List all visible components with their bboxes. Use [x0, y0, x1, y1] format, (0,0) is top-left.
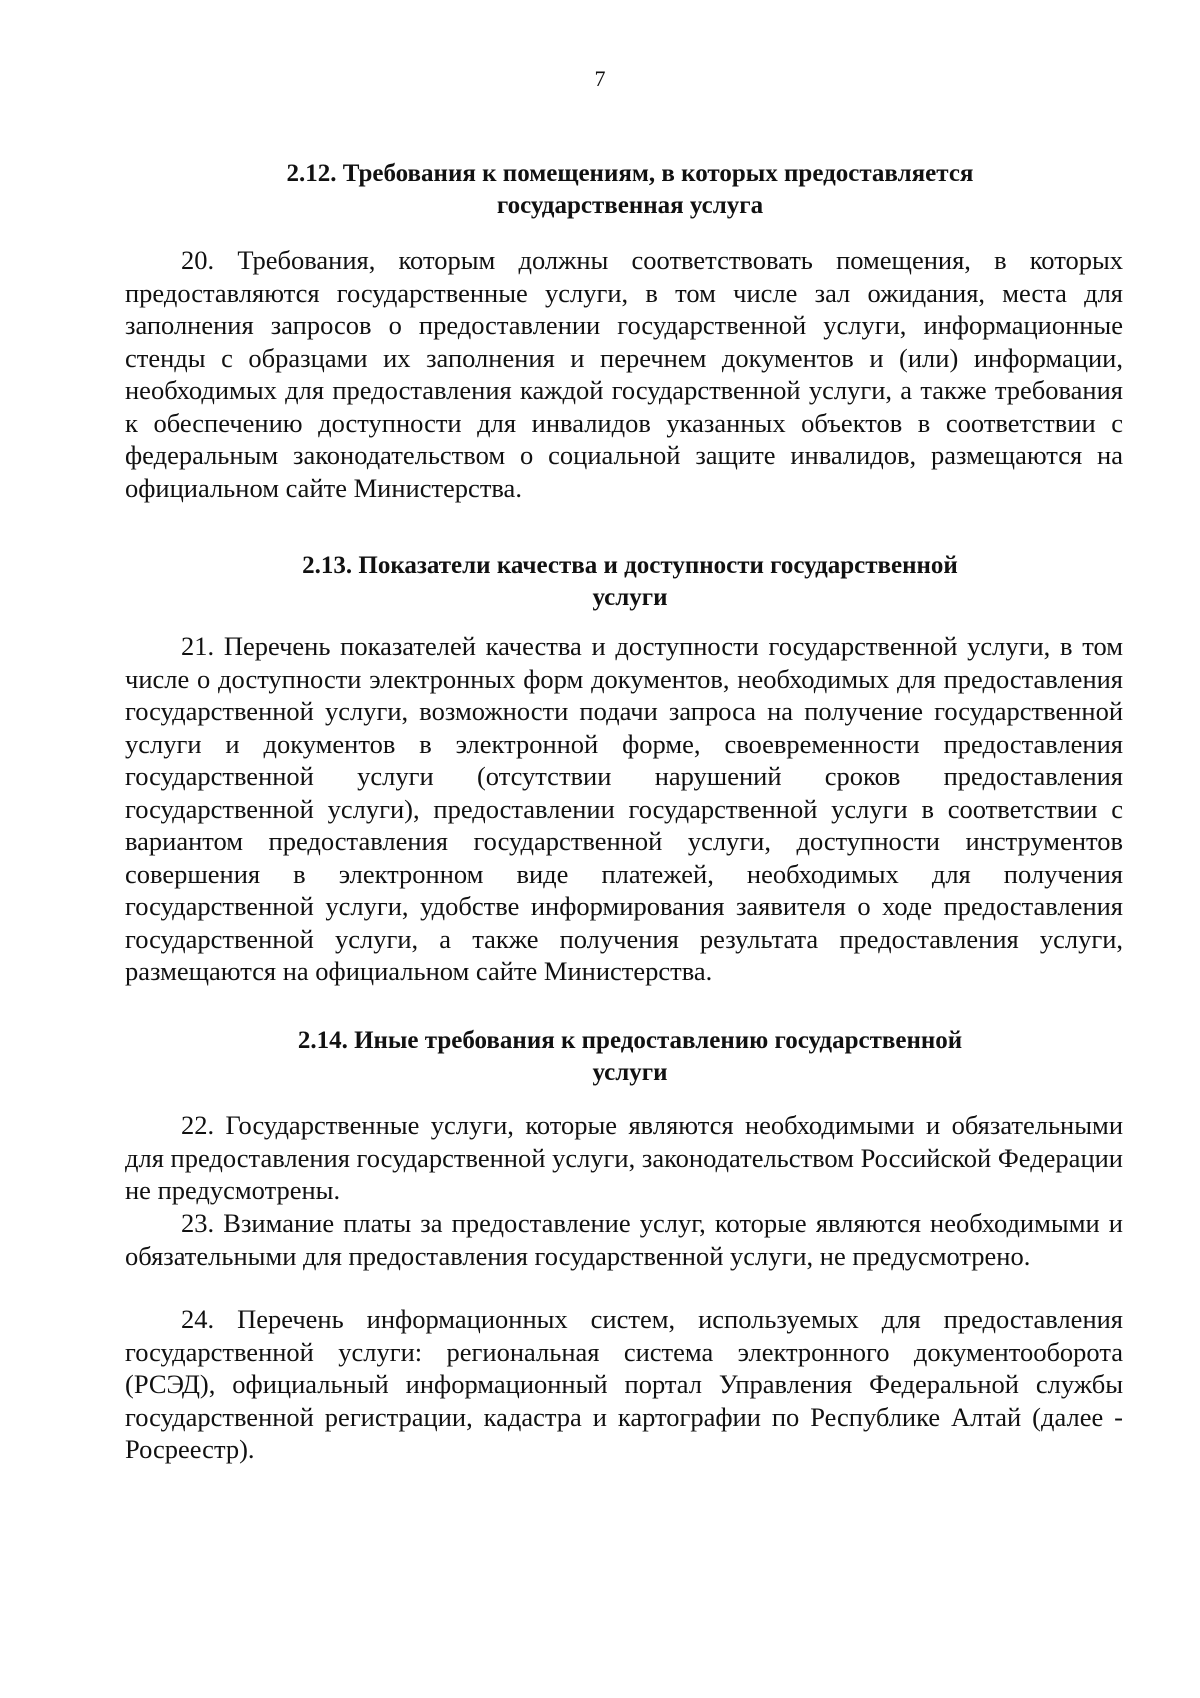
section-heading-line: услуги — [592, 584, 668, 611]
section-heading-2-14 — [180, 1025, 1080, 1089]
section-heading-line: 2.12. Требования к помещениям, в которых предоставляется — [286, 160, 974, 187]
paragraph-24: 24. Перечень информационных систем, используемых для предоставления государственной услуги: региональная система электронного документооборота (РСЭД), официальный информационный портал Управления Федеральной службы государственной регистрации, кадастра и картографии по Республике Алтай (далее - Росреестр). — [125, 1304, 1123, 1464]
section-heading-line: 2.13. Показатели качества и доступности государственной — [302, 552, 958, 579]
paragraph-23: 23. Взимание платы за предоставление услуг, которые являются необходимыми и обязательными для предоставления государственной услуги, не предусмотрено. — [125, 1208, 1123, 1271]
paragraph-20: 20. Требования, которым должны соответствовать помещения, в которых предоставляются государственные услуги, в том числе зал ожидания, места для заполнения запросов о предоставлении государственной услуги, информационные стенды с образцами их заполнения и перечнем документов и (или) информации, необходимых для предоставления каждой государственной услуги, а также требования к обеспечению доступности для инвалидов указанных объектов в соответствии с федеральным законодательством о социальной защите инвалидов, размещаются на официальном сайте Министерства. — [125, 245, 1123, 503]
section-heading-line: государственная услуга — [496, 192, 764, 219]
paragraph-22: 22. Государственные услуги, которые являются необходимыми и обязательными для предоставления государственной услуги, законодательством Российской Федерации не предусмотрены. — [125, 1110, 1123, 1205]
section-heading-line: 2.14. Иные требования к предоставлению государственной — [297, 1027, 963, 1054]
section-heading-2-13 — [180, 550, 1080, 614]
paragraph-21: 21. Перечень показателей качества и доступности государственной услуги, в том числе о доступности электронных форм документов, необходимых для предоставления государственной услуги, возможности подачи запроса на получение государственной услуги и документов в электронной форме, своевременности предоставления государственной услуги (отсутствии нарушений сроков предоставления государственной услуги), предоставлении государственной услуги в соответствии с вариантом предоставления государственной услуги, доступности инструментов совершения в электронном виде платежей, необходимых для получения государственной услуги, удобстве информирования заявителя о ходе предоставления государственной услуги, а также получения результата предоставления услуги, размещаются на официальном сайте Министерства. — [125, 631, 1123, 986]
section-heading-2-12 — [180, 158, 1080, 222]
section-heading-line: услуги — [592, 1059, 668, 1086]
page-number: 7 — [594, 66, 606, 91]
